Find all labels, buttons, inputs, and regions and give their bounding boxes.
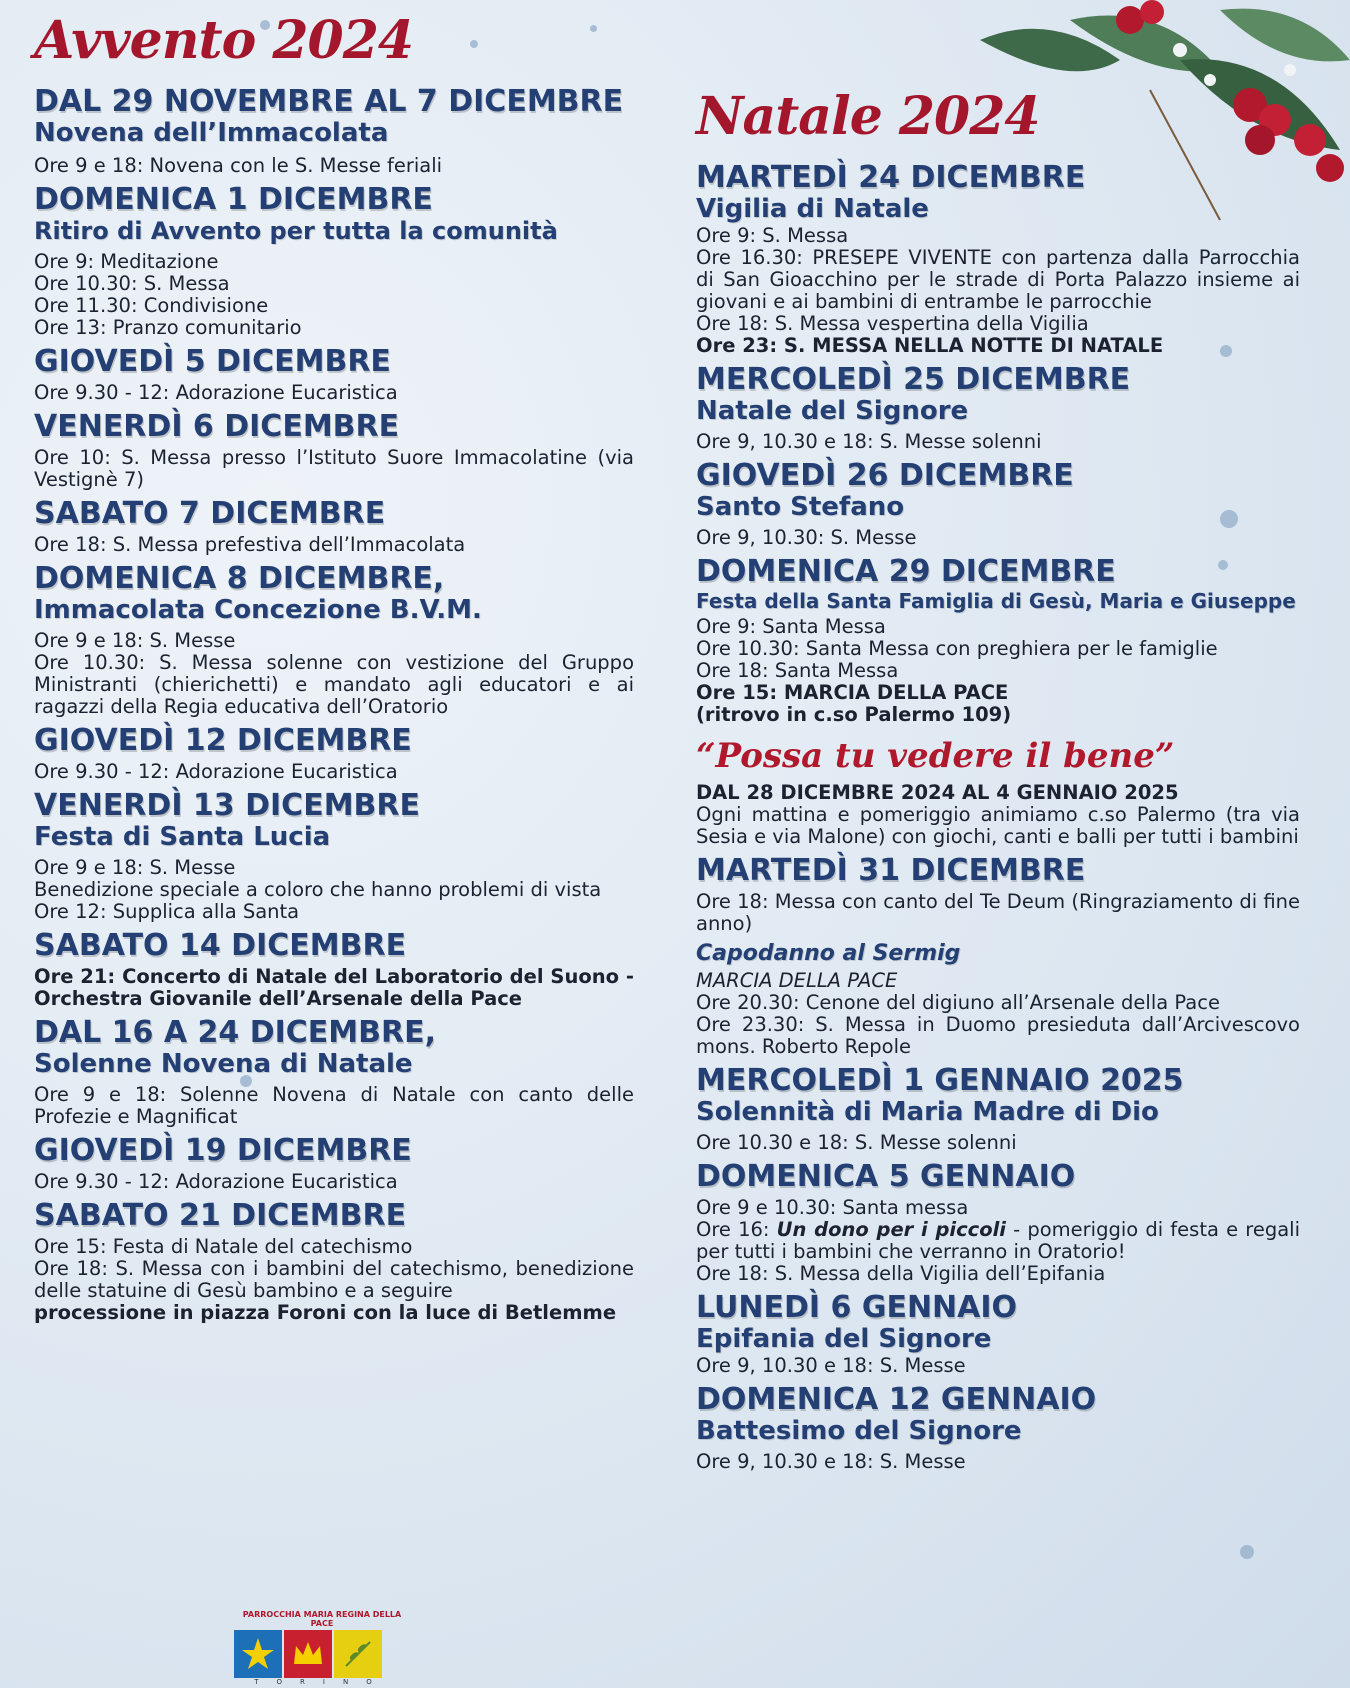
event [34,183,634,339]
event-line: Ore 9 e 18: S. Messe [34,629,236,652]
event-highlight: Un dono per i piccoli [776,1218,1006,1241]
event-line: Ore 10: S. Messa presso l’Istituto Suore Immacolatine (via Vestignè 7) [34,446,634,491]
parish-logo [234,1610,410,1686]
event-line: Ore 18: Santa Messa [696,659,899,682]
logo-caption: PARROCCHIA MARIA REGINA DELLA PACE [242,1610,402,1628]
event-heading: SABATO 14 DICEMBRE [34,928,407,963]
event-line: Ore 9, 10.30: S. Messe [696,526,917,549]
event [34,929,634,1010]
decor-speck [1240,1545,1254,1559]
event-subtitle: Festa di Santa Lucia [34,822,331,852]
event-line: Ore 18: S. Messa della Vigilia dell’Epifania [696,1262,1106,1285]
event [34,789,634,923]
event [34,85,634,177]
event-subtitle: Festa della Santa Famiglia di Gesù, Maria e Giuseppe [696,589,1296,613]
event-line: Ore 10.30: S. Messa [34,272,230,295]
quote-block [696,782,1300,848]
capodanno-block [696,941,1300,1058]
event-line [696,1219,1300,1263]
event-line: Ore 9: Santa Messa [696,615,886,638]
event-line: Ore 18: S. Messa con i bambini del catechismo, benedizione delle statuine di Gesù bambino e a seguire [34,1257,634,1302]
logo-city: TORINO [254,1678,390,1686]
event-subtitle: Immacolata Concezione B.V.M. [34,595,482,625]
event-heading: MERCOLEDÌ 25 DICEMBRE [696,362,1131,397]
event-heading: VENERDÌ 6 DICEMBRE [34,409,400,444]
event-line-bold: Ore 23: S. MESSA NELLA NOTTE DI NATALE [696,334,1164,357]
event-heading: DAL 29 NOVEMBRE AL 7 DICEMBRE [34,84,624,119]
event-line: Ore 9, 10.30 e 18: S. Messe [696,1450,966,1473]
event-line: Ore 15: Festa di Natale del catechismo [34,1235,413,1258]
event-line: Benedizione speciale a coloro che hanno problemi di vista [34,878,602,901]
event-heading: SABATO 21 DICEMBRE [34,1198,407,1233]
event-subtitle: Novena dell’Immacolata [34,118,389,148]
event-heading: MERCOLEDÌ 1 GENNAIO 2025 [696,1063,1184,1098]
event-line: Ore 9.30 - 12: Adorazione Eucaristica [34,760,398,783]
olive-branch-icon [334,1630,382,1678]
event-line: Ore 18: S. Messa vespertina della Vigilia [696,312,1089,335]
event [34,1016,634,1128]
event-line: Ore 18: Messa con canto del Te Deum (Ringraziamento di fine anno) [696,890,1301,935]
event-subtitle: Solenne Novena di Natale [34,1049,413,1079]
event-subtitle: Battesimo del Signore [696,1416,1022,1446]
event [696,1291,1300,1377]
avvento-title: Avvento 2024 [34,10,414,71]
natale-title: Natale 2024 [696,86,1040,147]
event-line: Ore 9: S. Messa [696,224,849,247]
event-line: Ore 11.30: Condivisione [34,294,269,317]
event-line: Ore 10.30: Santa Messa con preghiera per le famiglie [696,637,1218,660]
quote-title: “Possa tu vedere il bene” [696,736,1175,776]
capodanno-title: Capodanno al Sermig [696,941,961,966]
event-line: Ore 16.30: PRESEPE VIVENTE con partenza dalla Parrocchia di San Gioacchino per le strade di Porta Palazzo insieme ai giovani e ai bambini di entrambe le parrocchie [696,246,1300,313]
event-line: Ore 9, 10.30 e 18: S. Messe solenni [696,430,1042,453]
event-heading: DOMENICA 1 DICEMBRE [34,182,433,217]
event-heading: GIOVEDÌ 12 DICEMBRE [34,723,412,758]
event-line: Ore 9 e 18: S. Messe [34,856,236,879]
event-subtitle: Natale del Signore [696,396,969,426]
event [34,345,634,404]
event [696,854,1300,935]
avvento-column [34,0,634,1330]
event-line: Ore 23.30: S. Messa in Duomo presieduta dall’Arcivescovo mons. Roberto Repole [696,1013,1300,1058]
event [34,724,634,783]
event [34,1134,634,1193]
event-heading: DOMENICA 29 DICEMBRE [696,554,1116,589]
event-line: Ore 13: Pranzo comunitario [34,316,302,339]
event-heading: GIOVEDÌ 5 DICEMBRE [34,344,391,379]
event-heading: MARTEDÌ 24 DICEMBRE [696,160,1086,195]
star-icon [234,1630,282,1678]
event-line: Ore 9.30 - 12: Adorazione Eucaristica [34,381,398,404]
event-line: Ore 9: Meditazione [34,250,219,273]
event [696,1160,1300,1285]
event [696,1383,1300,1473]
event [34,497,634,556]
event-heading: SABATO 7 DICEMBRE [34,496,386,531]
quote-text: Ogni mattina e pomeriggio animiamo c.so Palermo (tra via Sesia e via Malone) con giochi, canti e balli per tutti i bambini [696,803,1300,848]
event-subtitle: Vigilia di Natale [696,194,929,224]
time-label: Ore 16: [696,1218,777,1241]
event-heading: VENERDÌ 13 DICEMBRE [34,788,421,823]
event-heading: GIOVEDÌ 19 DICEMBRE [34,1133,412,1168]
event-subtitle: Epifania del Signore [696,1324,992,1354]
event-line: Ore 18: S. Messa prefestiva dell’Immacolata [34,533,466,556]
event-line: Ore 10.30: S. Messa solenne con vestizione del Gruppo Ministranti (chierichetti) e mandato agli educatori e ai ragazzi della Regia educativa dell’Oratorio [34,651,634,718]
event [34,410,634,491]
event-line: Ore 9.30 - 12: Adorazione Eucaristica [34,1170,398,1193]
natale-column [696,0,1300,1479]
event-line-bold: (ritrovo in c.so Palermo 109) [696,703,1012,726]
event-heading: DAL 16 A 24 DICEMBRE, [34,1015,437,1050]
event-line: Ore 20.30: Cenone del digiuno all’Arsenale della Pace [696,991,1220,1014]
event-text: - pomeriggio di festa e regali per tutti i bambini che verranno in Oratorio! [696,1218,1300,1263]
event-subtitle: Ritiro di Avvento per tutta la comunità [34,217,558,245]
event [696,1064,1300,1154]
event-heading: DOMENICA 5 GENNAIO [696,1159,1076,1194]
event-line: Ore 9, 10.30 e 18: S. Messe [696,1354,966,1377]
event-line-bold: Ore 15: MARCIA DELLA PACE [696,681,1009,704]
event-line: Ore 12: Supplica alla Santa [34,900,300,923]
event-subtitle: Solennità di Maria Madre di Dio [696,1097,1159,1127]
event-heading: MARTEDÌ 31 DICEMBRE [696,853,1086,888]
event-line: Ore 10.30 e 18: S. Messe solenni [696,1131,1017,1154]
event [696,363,1300,453]
event-heading: GIOVEDÌ 26 DICEMBRE [696,458,1074,493]
event-heading: LUNEDÌ 6 GENNAIO [696,1290,1018,1325]
event [696,555,1300,726]
event-line: Ore 9 e 18: Solenne Novena di Natale con canto delle Profezie e Magnificat [34,1083,634,1128]
event-line-bold: Ore 21: Concerto di Natale del Laboratorio del Suono - Orchestra Giovanile dell’Arsenale della Pace [34,965,634,1010]
event-heading: DOMENICA 8 DICEMBRE, [34,561,445,596]
event-heading: DOMENICA 12 GENNAIO [696,1382,1097,1417]
event [696,459,1300,549]
event [34,562,634,718]
event-subtitle: Santo Stefano [696,492,905,522]
capodanno-subtitle: MARCIA DELLA PACE [696,969,898,992]
event [34,1199,634,1324]
event-line: Ore 9 e 18: Novena con le S. Messe feriali [34,154,443,177]
crown-icon [284,1630,332,1678]
event-line: Ore 9 e 10.30: Santa messa [696,1196,969,1219]
event [696,161,1300,357]
event-line-bold: processione in piazza Foroni con la luce di Betlemme [34,1301,617,1324]
quote-range: DAL 28 DICEMBRE 2024 AL 4 GENNAIO 2025 [696,781,1179,804]
